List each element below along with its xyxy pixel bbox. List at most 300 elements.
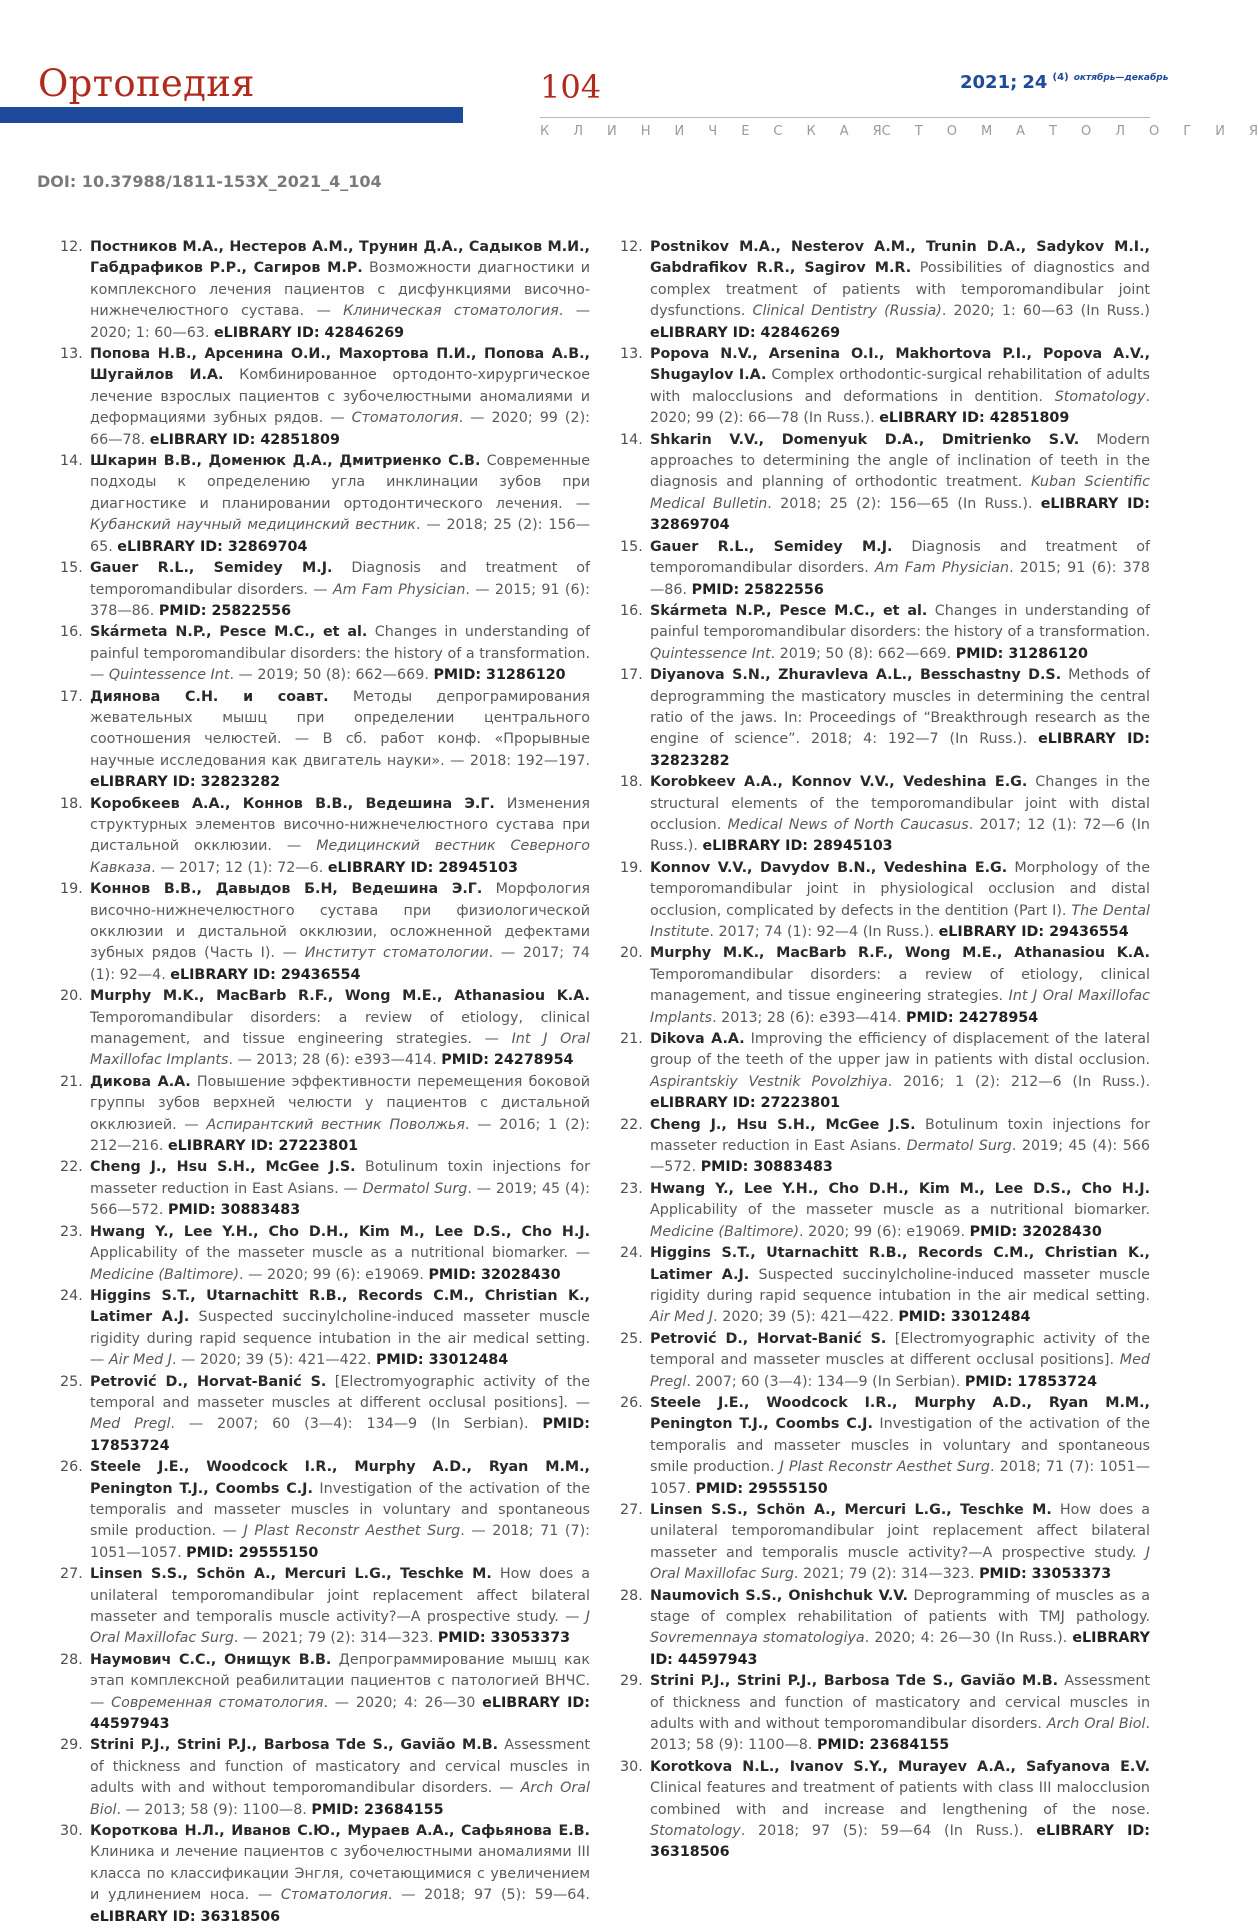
reference-num: 16. [620, 602, 643, 619]
reference-ident: PMID: 33012484 [376, 1352, 509, 1369]
journal-letter: Е [741, 124, 750, 139]
reference-details: . — 2013; 58 (9): 1100—8. [116, 1801, 312, 1818]
journal-letter: О [946, 124, 957, 139]
reference-authors: Коробкеев А.А., Коннов В.В., Ведешина Э.Г. [90, 795, 495, 812]
reference-ident: eLIBRARY ID: 29436554 [938, 924, 1129, 940]
reference-source: The Dental Institute [650, 902, 1150, 940]
header-rule [540, 117, 1150, 118]
reference-num: 24. [620, 1245, 643, 1262]
reference-num: 16. [60, 624, 83, 641]
reference-ident: eLIBRARY ID: 29436554 [170, 966, 361, 983]
reference-source: Clinical Dentistry (Russia) [752, 303, 942, 320]
journal-letter: С [773, 124, 783, 139]
journal-letter: Ч [708, 124, 718, 139]
reference-authors: Murphy M.K., MacBarb R.F., Wong M.E., Athanasiou K.A. [650, 945, 1150, 962]
reference-details: . — 2020; 99 (6): e19069. [239, 1266, 429, 1283]
reference-title: Diagnosis and treatment of temporomandibular disorders. [650, 538, 1150, 577]
reference-authors: Дикова А.А. [90, 1073, 191, 1090]
page-number: 104 [540, 68, 602, 106]
reference-ident: eLIBRARY ID: 32823282 [650, 731, 1150, 769]
reference-num: 17. [620, 667, 643, 684]
references-russian [60, 237, 590, 1928]
reference-num: 21. [60, 1073, 83, 1090]
reference-ident: PMID: 25822556 [691, 581, 824, 598]
reference-ident: PMID: 23684155 [816, 1737, 950, 1754]
reference-source: Stomatology [650, 1823, 741, 1840]
reference-num: 23. [620, 1180, 643, 1197]
reference-authors: Higgins S.T., Utarnachitt R.B., Records C.M., Christian K., Latimer A.J. [650, 1245, 1150, 1283]
reference-item [60, 237, 590, 344]
reference-authors: Higgins S.T., Utarnachitt R.B., Records C.M., Christian K., Latimer A.J. [90, 1287, 590, 1326]
reference-title: Clinical features and treatment of patients with class III malocclusion combined with and increase and lengthening of the nose. [650, 1780, 1150, 1818]
reference-item [60, 1564, 590, 1650]
reference-num: 22. [620, 1116, 643, 1133]
reference-source: Arch Oral Biol [90, 1780, 590, 1818]
reference-authors: Shkarin V.V., Domenyuk D.A., Dmitrienko S.V. [650, 431, 1080, 448]
reference-ident: eLIBRARY ID: 32823282 [90, 774, 281, 791]
issue-year: 2021; [960, 72, 1018, 93]
reference-num: 25. [620, 1330, 643, 1347]
reference-item [620, 858, 1150, 944]
journal-letter: Г [1183, 124, 1192, 139]
journal-letter: И [1215, 124, 1225, 139]
reference-details: . 2013; 28 (6): e393—414. [712, 1009, 907, 1026]
reference-item [620, 1115, 1150, 1179]
journal-word-2 [882, 124, 1258, 139]
reference-details: . — 2017; 12 (1): 72—6. [151, 859, 328, 876]
reference-item [60, 1157, 590, 1221]
reference-item [60, 794, 590, 880]
reference-item [60, 1286, 590, 1372]
reference-title: Possibilities of diagnostics and complex treatment of patients with temporomandibular joint dysfunctions. [650, 260, 1150, 320]
reference-details: . — 2017; 74 (1): 92—4. [90, 945, 590, 983]
reference-item [620, 1243, 1150, 1329]
reference-ident: eLIBRARY ID: 42851809 [879, 410, 1070, 427]
reference-details: . 2018; 25 (2): 156—65 (In Russ.). [767, 495, 1041, 512]
reference-num: 13. [620, 346, 643, 363]
reference-item [60, 1457, 590, 1564]
reference-source: Quintessence Int [108, 667, 230, 684]
reference-num: 12. [620, 239, 643, 255]
reference-authors: Strini P.J., Strini P.J., Barbosa Tde S., Gavião M.B. [650, 1673, 1059, 1690]
reference-ident: PMID: 29555150 [695, 1480, 828, 1497]
reference-item [60, 558, 590, 622]
reference-details: . — 2018; 71 (7): 1051—1057. [90, 1523, 590, 1561]
reference-title: Temporomandibular disorders: a review of etiology, clinical management, and tissue engineering strategies. [650, 966, 1150, 1005]
reference-ident: eLIBRARY ID: 36318506 [650, 1823, 1151, 1861]
reference-item [60, 622, 590, 686]
reference-details: . 2015; 91 (6): 378—86. [650, 560, 1150, 598]
reference-title: Changes in understanding of painful temporomandibular disorders: the history of a transformation. — [90, 624, 590, 684]
reference-title: Suspected succinylcholine-induced masseter muscle rigidity during rapid sequence intubation in the air medical setting. [650, 1266, 1150, 1304]
reference-title: Botulinum toxin injections for masseter reduction in East Asians. — [90, 1159, 590, 1197]
reference-item [620, 1757, 1150, 1864]
reference-title: Applicability of the masseter muscle as a nutritional biomarker. — [90, 1245, 590, 1262]
reference-item [60, 1821, 590, 1928]
journal-name [540, 124, 1258, 139]
reference-num: 24. [60, 1287, 83, 1304]
journal-letter: Я [872, 124, 882, 139]
reference-title: Морфология височно-нижнечелюстного сустава при физиологической окклюзии и дистальной окклюзии, осложненной дефектами зубных рядов (Часть I). — [90, 881, 590, 962]
reference-details: . 2018; 97 (5): 59—64 (In Russ.). [740, 1823, 1037, 1840]
reference-details: . 2020; 99 (2): 66—78 (In Russ.). [650, 388, 1150, 427]
reference-source: Int J Oral Maxillofac Implants [650, 988, 1150, 1026]
journal-letter: К [806, 124, 816, 139]
reference-title: Morphology of the temporomandibular joint in physiological occlusion and distal occlusion, complicated by defects in the dentition (Part I). [650, 859, 1150, 919]
journal-letter: О [1081, 124, 1092, 139]
reference-ident: PMID: 31286120 [433, 667, 566, 684]
reference-source: J Plast Reconstr Aesthet Surg [779, 1459, 991, 1476]
reference-details: . — 2020; 1: 60—63. [90, 303, 590, 341]
reference-authors: Murphy M.K., MacBarb R.F., Wong M.E., Athanasiou K.A. [90, 988, 590, 1005]
reference-ident: PMID: 23684155 [311, 1801, 444, 1818]
reference-item [620, 665, 1150, 772]
reference-details: . 2020; 39 (5): 421—422. [713, 1309, 899, 1326]
reference-authors: Cheng J., Hsu S.H., McGee J.S. [650, 1116, 916, 1133]
reference-ident: PMID: 30883483 [167, 1202, 301, 1219]
reference-source: Стоматология [351, 410, 459, 427]
reference-num: 27. [620, 1501, 643, 1518]
reference-authors: Postnikov M.A., Nesterov A.M., Trunin D.A., Sadykov M.I., Gabdrafikov R.R., Sagirov M.R. [650, 239, 1150, 277]
reference-title: Changes in understanding of painful temporomandibular disorders: the history of a transformation. [650, 602, 1150, 641]
journal-letter: С [881, 124, 891, 139]
references-english [620, 237, 1150, 1864]
reference-title: Assessment of thickness and function of masticatory and cervical muscles in adults with and without temporomandibular disorders. [650, 1673, 1150, 1733]
journal-letter: К [540, 124, 550, 139]
reference-details: . — 2013; 28 (6): e393—414. [228, 1052, 442, 1069]
reference-item [60, 986, 590, 1072]
reference-title: Complex orthodontic-surgical rehabilitation of adults with malocclusions and deformations in dentition. [650, 367, 1150, 405]
reference-num: 13. [60, 346, 83, 363]
reference-source: Аспирантский вестник Поволжья [206, 1116, 466, 1133]
reference-title: Изменения структурных элементов височно-нижнечелюстного сустава при дистальной окклюзии. — [90, 795, 591, 855]
reference-ident: PMID: 33012484 [898, 1309, 1031, 1326]
reference-source: Medical News of North Caucasus [727, 816, 969, 833]
reference-item [60, 1650, 590, 1736]
reference-item [60, 451, 590, 558]
reference-source: Kuban Scientific Medical Bulletin [650, 474, 1150, 512]
reference-ident: eLIBRARY ID: 27223801 [650, 1095, 841, 1112]
reference-num: 19. [60, 881, 83, 898]
reference-item [60, 1072, 590, 1158]
reference-ident: PMID: 33053373 [979, 1566, 1112, 1583]
reference-source: Air Med J [650, 1309, 714, 1326]
reference-details: . — 2021; 79 (2): 314—323. [233, 1630, 438, 1647]
reference-item [620, 1329, 1150, 1393]
reference-item [620, 1393, 1150, 1500]
reference-title: Современные подходы к определению угла инклинации зубов при диагностике и планировании ортодонтического лечения. — [90, 453, 591, 512]
reference-ident: eLIBRARY ID: 28945103 [327, 859, 518, 876]
reference-details: . — 2020; 39 (5): 421—422. [172, 1352, 376, 1369]
reference-num: 26. [60, 1459, 83, 1476]
reference-details: . 2020; 4: 26—30 (In Russ.). [864, 1630, 1073, 1647]
doi: DOI: 10.37988/1811-153X_2021_4_104 [37, 172, 382, 191]
reference-title: Investigation of the activation of the temporalis and masseter muscles in voluntary and spontaneous smile production. [650, 1416, 1150, 1476]
reference-item [620, 1179, 1150, 1243]
reference-ident: PMID: 30883483 [700, 1159, 833, 1176]
reference-item [620, 772, 1150, 858]
journal-letter: Л [573, 124, 584, 139]
reference-source: Клиническая стоматология [343, 303, 559, 320]
reference-title: Повышение эффективности перемещения боковой группы зубов верхней челюсти у пациентов с дистальной окклюзией. — [90, 1073, 590, 1133]
reference-authors: Cheng J., Hsu S.H., McGee J.S. [90, 1159, 356, 1176]
journal-letter: Л [1115, 124, 1126, 139]
reference-item [620, 430, 1150, 537]
reference-title: Methods of deprogramming the masticatory muscles in determining the central ratio of the jaws. In: Proceedings of “Breakthrough research as the engine of science”. 2018; 4: 192—7 (In Russ.). [650, 667, 1150, 748]
reference-details: . — 2007; 60 (3—4): 134—9 (In Serbian). [170, 1416, 543, 1433]
reference-num: 28. [60, 1651, 83, 1668]
reference-authors: Diyanova S.N., Zhuravleva A.L., Besschastny D.S. [650, 667, 1062, 684]
reference-details: . — 2018; 97 (5): 59—64. [387, 1887, 590, 1904]
reference-item [620, 1671, 1150, 1757]
reference-ident: PMID: 32028430 [969, 1223, 1102, 1240]
reference-num: 17. [60, 688, 83, 705]
reference-ident: PMID: 24278954 [906, 1009, 1039, 1026]
reference-details: . 2013; 58 (9): 1100—8. [650, 1716, 1150, 1754]
reference-ident: eLIBRARY ID: 36318506 [90, 1908, 281, 1925]
reference-authors: Hwang Y., Lee Y.H., Cho D.H., Kim M., Lee D.S., Cho H.J. [90, 1223, 590, 1240]
reference-source: Aspirantskiy Vestnik Povolzhiya [650, 1073, 888, 1090]
reference-source: Air Med J [108, 1352, 172, 1369]
reference-title: [Electromyographic activity of the temporal and masseter muscles at different occlusal positions]. — [90, 1373, 590, 1411]
reference-source: Quintessence Int [650, 645, 771, 662]
reference-num: 28. [620, 1587, 643, 1604]
reference-title: How does a unilateral temporomandibular joint replacement affect bilateral masseter and temporalis muscle activity?—A prospective study. — [90, 1566, 590, 1625]
reference-source: Medicine (Baltimore) [90, 1266, 240, 1283]
reference-title: Клиника и лечение пациентов с зубочелюстными аномалиями III класса по классификации Энгля, сочетающимися с увеличением и удлинением носа. — [90, 1844, 590, 1904]
reference-authors: Короткова Н.Л., Иванов С.Ю., Мураев А.А., Сафьянова Е.В. [90, 1823, 590, 1840]
reference-source: Medicine (Baltimore) [650, 1223, 800, 1240]
reference-details: . — 2015; 91 (6): 378—86. [90, 581, 590, 619]
reference-title: Assessment of thickness and function of masticatory and cervical muscles in adults with and without temporomandibular disorders. — [90, 1737, 590, 1797]
reference-ident: PMID: 31286120 [955, 645, 1088, 662]
reference-authors: Linsen S.S., Schön A., Mercuri L.G., Teschke M. [650, 1501, 1052, 1518]
reference-details: . — 2018; 25 (2): 156—65. [90, 517, 590, 555]
reference-item [620, 237, 1150, 344]
reference-ident: PMID: 32028430 [428, 1266, 561, 1283]
reference-item [60, 1735, 590, 1821]
reference-num: 30. [60, 1823, 83, 1840]
reference-authors: Диянова С.Н. и соавт. [90, 688, 329, 705]
reference-authors: Постников М.А., Нестеров А.М., Трунин Д.А., Садыков М.И., Габдрафиков Р.Р., Сагиров М.Р. [90, 239, 590, 277]
reference-item [60, 344, 590, 451]
reference-ident: eLIBRARY ID: 27223801 [167, 1138, 359, 1155]
reference-ident: PMID: 24278954 [441, 1052, 574, 1069]
reference-details: . 2020; 99 (6): e19069. [799, 1223, 970, 1240]
reference-source: J Oral Maxillofac Surg [90, 1609, 590, 1647]
reference-authors: Strini P.J., Strini P.J., Barbosa Tde S., Gavião M.B. [90, 1737, 499, 1754]
reference-num: 29. [620, 1673, 643, 1690]
reference-num: 29. [60, 1737, 83, 1754]
reference-details: . — 2020; 99 (2): 66—78. [90, 410, 590, 448]
reference-authors: Konnov V.V., Davydov B.N., Vedeshina E.G. [650, 859, 1008, 876]
reference-source: Sovremennaya stomatologiya [650, 1630, 865, 1647]
reference-details: . 2019; 45 (4): 566—572. [650, 1138, 1150, 1176]
section-bar [0, 107, 463, 123]
reference-source: Med Pregl [90, 1416, 171, 1433]
reference-title: Changes in the structural elements of the temporomandibular joint with distal occlusion. [650, 774, 1150, 833]
journal-letter: Т [1049, 124, 1058, 139]
reference-ident: eLIBRARY ID: 44597943 [650, 1630, 1150, 1668]
journal-letter: М [980, 124, 993, 139]
issue-info [960, 72, 1168, 93]
reference-item [620, 1586, 1150, 1672]
reference-num: 21. [620, 1031, 643, 1048]
journal-letter: И [607, 124, 617, 139]
reference-source: Кубанский научный медицинский вестник [90, 517, 416, 534]
reference-authors: Korotkova N.L., Ivanov S.Y., Murayev A.A., Safyanova E.V. [650, 1758, 1150, 1775]
reference-details: . 2020; 1: 60—63 (In Russ.) [941, 303, 1150, 320]
journal-letter: О [1149, 124, 1160, 139]
reference-title: Методы депрограмирования жевательных мышц при определении центрального соотношения челюстей. — В сб. работ конф. «Прорывные научные исследования как двигатель науки». — 2018: 192—197. [90, 688, 590, 769]
reference-authors: Dikova A.A. [650, 1031, 745, 1048]
reference-item [620, 943, 1150, 1029]
reference-num: 12. [60, 239, 83, 255]
reference-list-right [620, 237, 1150, 1864]
journal-letter: А [1016, 124, 1026, 139]
reference-item [60, 879, 590, 986]
reference-item [620, 1029, 1150, 1115]
reference-item [60, 1222, 590, 1286]
reference-title: How does a unilateral temporomandibular joint replacement affect bilateral masseter and temporalis muscle activity?—A prospective study. [650, 1501, 1150, 1561]
reference-source: Am Fam Physician [332, 581, 466, 598]
reference-details: . 2017; 74 (1): 92—4 (In Russ.). [709, 924, 939, 940]
reference-title: Suspected succinylcholine-induced masseter muscle rigidity during rapid sequence intubation in the air medical setting. — [90, 1309, 590, 1369]
reference-title: Botulinum toxin injections for masseter reduction in East Asians. [650, 1116, 1150, 1155]
reference-details: . — 2016; 1 (2): 212—216. [90, 1116, 590, 1155]
reference-title: Комбинированное ортодонто-хирургическое лечение взрослых пациентов с зубочелюстными аномалиями и деформациями зубных рядов. — [90, 367, 591, 427]
reference-num: 22. [60, 1159, 83, 1176]
reference-num: 23. [60, 1223, 83, 1240]
section-title: Ортопедия [38, 62, 255, 105]
reference-num: 18. [620, 774, 643, 791]
reference-details: . 2021; 79 (2): 314—323. [793, 1566, 980, 1583]
reference-item [620, 1500, 1150, 1586]
reference-source: Dermatol Surg [362, 1180, 468, 1197]
journal-letter: И [674, 124, 685, 139]
reference-authors: Коннов В.В., Давыдов Б.Н, Ведешина Э.Г. [90, 881, 483, 898]
issue-period: октябрь—декабрь [1073, 73, 1169, 83]
reference-details: . — 2019; 45 (4): 566—572. [90, 1180, 590, 1219]
reference-details: . 2019; 50 (8): 662—669. [770, 645, 956, 662]
reference-source: J Plast Reconstr Aesthet Surg [243, 1523, 461, 1540]
reference-num: 15. [620, 538, 643, 555]
reference-authors: Korobkeev A.A., Konnov V.V., Vedeshina E.G. [650, 774, 1028, 791]
reference-details: . 2016; 1 (2): 212—6 (In Russ.). [887, 1073, 1150, 1090]
reference-source: Stomatology [1054, 388, 1146, 405]
reference-item [620, 601, 1150, 665]
reference-item [620, 344, 1150, 430]
reference-source: Современная стоматология [111, 1694, 324, 1711]
reference-source: Int J Oral Maxillofac Implants [90, 1031, 590, 1069]
reference-num: 25. [60, 1373, 83, 1390]
reference-title: Temporomandibular disorders: a review of etiology, clinical management, and tissue engineering strategies. — [90, 1009, 590, 1048]
reference-title: Депрограммирование мышц как этап комплексной реабилитации пациентов с патологией ВНЧС. — [90, 1651, 590, 1711]
reference-authors: Шкарин В.В., Доменюк Д.А., Дмитриенко С.В. [90, 453, 481, 470]
journal-letter: Т [914, 124, 923, 139]
reference-authors: Popova N.V., Arsenina O.I., Makhortova P.I., Popova A.V., Shugaylov I.A. [650, 346, 1150, 384]
reference-num: 19. [620, 859, 643, 876]
reference-num: 20. [620, 945, 643, 962]
reference-ident: PMID: 33053373 [437, 1630, 571, 1647]
reference-authors: Gauer R.L., Semidey M.J. [90, 560, 333, 577]
reference-authors: Skármeta N.P., Pesce M.C., et al. [90, 624, 368, 641]
reference-title: Applicability of the masseter muscle as a nutritional biomarker. [650, 1202, 1150, 1219]
reference-authors: Gauer R.L., Semidey M.J. [650, 538, 893, 555]
reference-title: Возможности диагностики и комплексного лечения пациентов с дисфункциями височно-нижнечелюстного сустава. — [90, 260, 590, 320]
reference-source: Институт стоматологии [304, 945, 489, 962]
reference-details: . — 2020; 4: 26—30 [323, 1694, 483, 1711]
reference-num: 18. [60, 795, 83, 812]
reference-num: 14. [620, 431, 643, 448]
reference-item [620, 537, 1150, 601]
reference-details: . — 2019; 50 (8): 662—669. [229, 667, 434, 684]
reference-source: Arch Oral Biol [1046, 1716, 1146, 1733]
reference-authors: Petrović D., Horvat-Banić S. [650, 1330, 887, 1347]
reference-ident: eLIBRARY ID: 32869704 [117, 538, 308, 555]
reference-authors: Hwang Y., Lee Y.H., Cho D.H., Kim M., Lee D.S., Cho H.J. [650, 1180, 1150, 1197]
reference-item [60, 1372, 590, 1458]
reference-ident: eLIBRARY ID: 42851809 [149, 431, 340, 448]
reference-ident: PMID: 17853724 [964, 1373, 1098, 1390]
reference-num: 20. [60, 988, 83, 1005]
reference-authors: Steele J.E., Woodcock I.R., Murphy A.D., Ryan M.M., Penington T.J., Coombs C.J. [650, 1394, 1150, 1433]
reference-authors: Наумович С.С., Онищук В.В. [90, 1651, 332, 1668]
reference-ident: eLIBRARY ID: 42846269 [650, 324, 841, 341]
reference-authors: Попова Н.В., Арсенина О.И., Махортова П.И., Попова А.В., Шугайлов И.А. [90, 346, 590, 384]
journal-word-1 [540, 124, 882, 139]
reference-num: 26. [620, 1394, 643, 1411]
reference-authors: Steele J.E., Woodcock I.R., Murphy A.D., Ryan M.M., Penington T.J., Coombs C.J. [90, 1459, 590, 1497]
reference-source: Медицинский вестник Северного Кавказа [90, 838, 590, 876]
reference-details: . 2017; 12 (1): 72—6 (In Russ.). [650, 816, 1150, 855]
reference-title: Diagnosis and treatment of temporomandibular disorders. — [90, 560, 590, 598]
reference-num: 30. [620, 1758, 643, 1775]
reference-details: . 2007; 60 (3—4): 134—9 (In Serbian). [686, 1373, 965, 1390]
reference-ident: PMID: 29555150 [186, 1544, 319, 1561]
reference-num: 15. [60, 560, 83, 577]
reference-source: Med Pregl [650, 1352, 1150, 1390]
reference-source: J Oral Maxillofac Surg [650, 1544, 1150, 1583]
reference-authors: Petrović D., Horvat-Banić S. [90, 1373, 327, 1390]
reference-ident: eLIBRARY ID: 42846269 [213, 324, 405, 341]
reference-source: Am Fam Physician [874, 560, 1010, 577]
reference-authors: Naumovich S.S., Onishchuk V.V. [650, 1587, 908, 1604]
issue-volume: 24 [1022, 72, 1048, 93]
reference-ident: eLIBRARY ID: 32869704 [650, 495, 1150, 534]
journal-letter: А [839, 124, 849, 139]
reference-authors: Linsen S.S., Schön A., Mercuri L.G., Teschke M. [90, 1566, 492, 1583]
reference-title: Improving the efficiency of displacement of the lateral group of the teeth of the upper jaw in patients with distal occlusion. [650, 1031, 1151, 1069]
reference-num: 27. [60, 1566, 83, 1583]
reference-title: Investigation of the activation of the temporalis and masseter muscles in voluntary and spontaneous smile production. — [90, 1480, 590, 1540]
reference-details: . 2018; 71 (7): 1051—1057. [650, 1459, 1150, 1497]
reference-num: 14. [60, 453, 83, 470]
reference-ident: eLIBRARY ID: 44597943 [90, 1694, 590, 1733]
reference-ident: PMID: 17853724 [90, 1416, 590, 1454]
reference-list-left [60, 237, 590, 1928]
reference-source: Dermatol Surg [906, 1138, 1012, 1155]
reference-title: Modern approaches to determining the angle of inclination of teeth in the diagnosis and planning of orthodontic treatment. [650, 431, 1150, 491]
reference-ident: eLIBRARY ID: 28945103 [702, 838, 893, 855]
journal-letter: Н [640, 124, 651, 139]
reference-title: [Electromyographic activity of the temporal and masseter muscles at different occlusal positions]. [650, 1330, 1150, 1369]
reference-source: Стоматология [280, 1887, 388, 1904]
reference-ident: PMID: 25822556 [158, 602, 292, 619]
journal-letter: Я [1248, 124, 1258, 139]
issue-number: (4) [1052, 72, 1069, 83]
reference-authors: Skármeta N.P., Pesce M.C., et al. [650, 602, 928, 619]
